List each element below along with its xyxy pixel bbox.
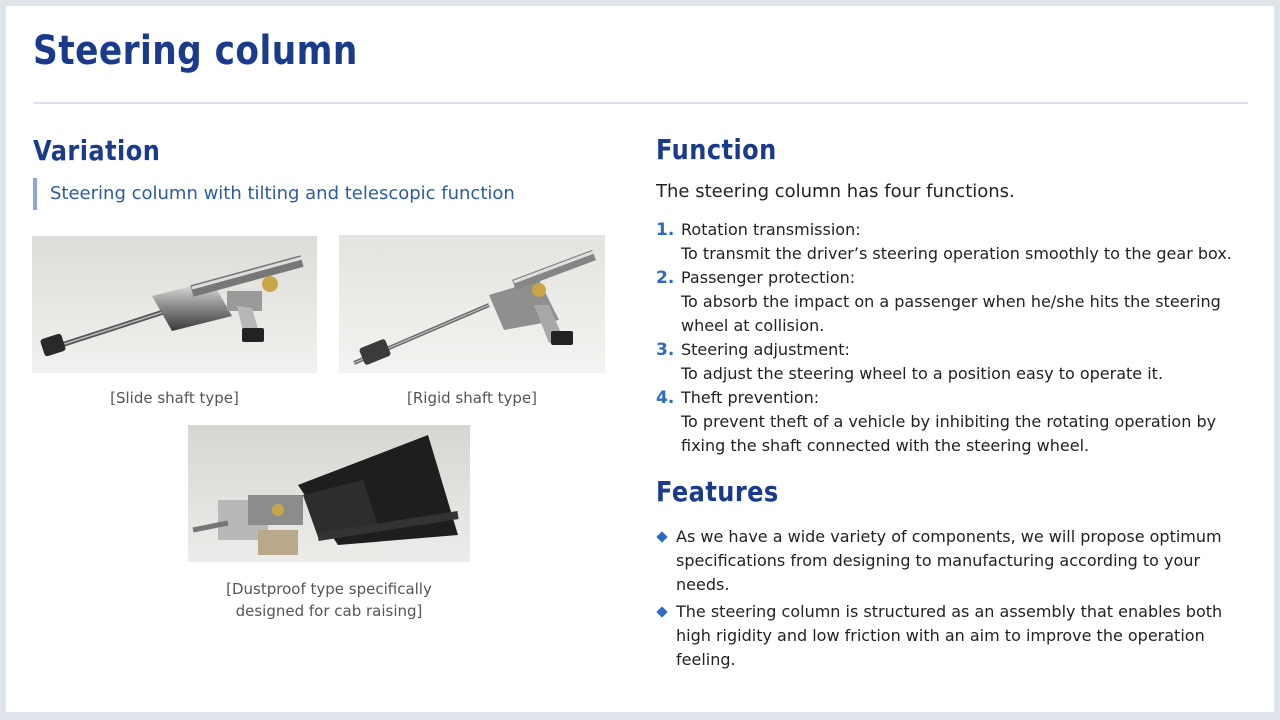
diamond-bullet-icon [656,606,667,617]
slide-shaft-caption: [Slide shaft type] [110,389,239,407]
feature-text: As we have a wide variety of components, we will propose optimum specifications from designing to manufacturing according to your needs. [676,527,1222,594]
function-item [656,218,1256,266]
function-description: To prevent theft of a vehicle by inhibiting the rotating operation by fixing the shaft connected with the steering wheel. [681,412,1217,455]
dustproof-photo [188,425,470,562]
rigid-shaft-caption: [Rigid shaft type] [407,389,537,407]
variation-heading: Variation [33,134,161,167]
function-list [656,218,1256,458]
function-title: Steering adjustment: [681,340,850,359]
slide-shaft-column-image [32,236,317,373]
features-list [656,525,1256,675]
feature-item [656,525,1256,597]
variation-subheading: Steering column with tilting and telescopic function [33,178,515,210]
diamond-bullet-icon [656,531,667,542]
function-item [656,386,1256,458]
function-title: Passenger protection: [681,268,856,287]
function-description: To adjust the steering wheel to a position easy to operate it. [681,364,1164,383]
function-intro: The steering column has four functions. [656,181,1015,202]
rigid-shaft-column-image [339,235,605,373]
function-description: To transmit the driver’s steering operation smoothly to the gear box. [681,244,1232,263]
slide [6,6,1274,712]
function-number: 2. [656,268,675,288]
function-item [656,338,1256,386]
title-divider [33,102,1248,104]
dustproof-caption-line2: designed for cab raising] [235,602,423,620]
function-title: Theft prevention: [681,388,820,407]
function-number: 4. [656,388,675,408]
function-number: 1. [656,220,675,240]
function-item [656,266,1256,338]
page-title: Steering column [33,28,358,74]
function-title: Rotation transmission: [681,220,861,239]
feature-item [656,600,1256,672]
function-heading: Function [656,133,777,166]
function-number: 3. [656,340,675,360]
dustproof-caption-line1: [Dustproof type specifically [226,580,432,598]
dustproof-caption [188,578,470,622]
feature-text: The steering column is structured as an assembly that enables both high rigidity and low friction with an aim to improve the operation feeling. [676,602,1223,669]
rigid-shaft-photo [339,235,605,373]
features-heading: Features [656,475,779,508]
dustproof-column-image [188,425,470,562]
slide-shaft-photo [32,236,317,373]
function-description: To absorb the impact on a passenger when he/she hits the steering wheel at collision. [681,292,1221,335]
